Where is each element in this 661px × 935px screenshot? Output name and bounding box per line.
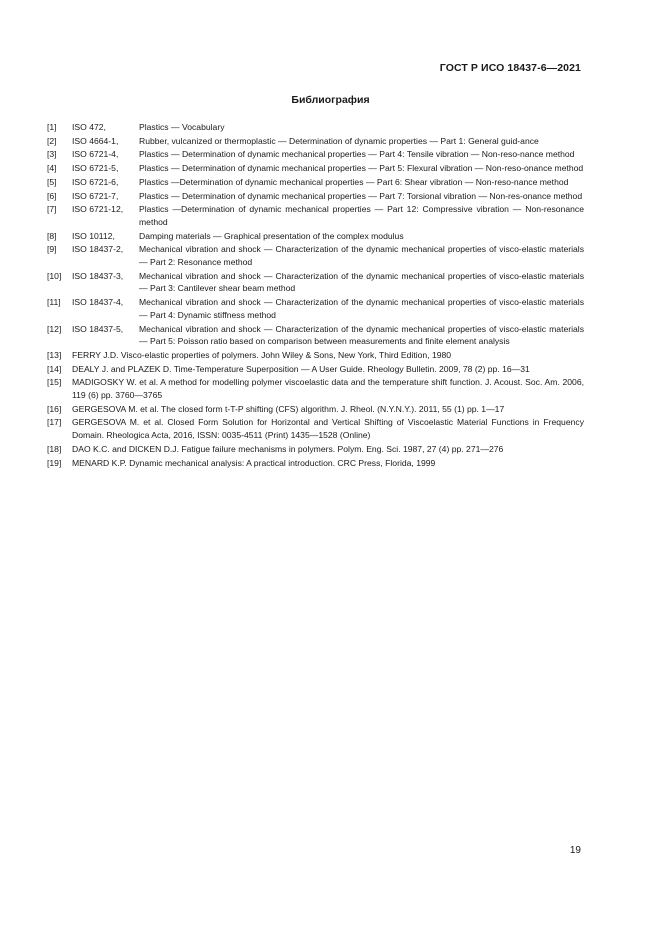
entry-text: DAO K.C. and DICKEN D.J. Fatigue failure mechanisms in polymers. Polym. Eng. Sci. 1987, 27 (4) pp. 271—276 bbox=[72, 443, 504, 454]
bibliography-entry bbox=[47, 323, 584, 348]
bibliography-list bbox=[47, 121, 584, 470]
bibliography-entry bbox=[47, 121, 584, 134]
entry-number: [5] bbox=[47, 176, 57, 187]
entry-standard-code: ISO 4664-1, bbox=[72, 135, 119, 146]
entry-number: [18] bbox=[47, 443, 62, 454]
entry-text: Damping materials — Graphical presentation of the complex modulus bbox=[139, 230, 404, 241]
entry-text: GERGESOVA M. et al. The closed form t-T-P shifting (CFS) algorithm. J. Rheol. (N.Y.N.Y.). 2011, 55 (1) pp. 1—17 bbox=[72, 403, 505, 414]
bibliography-entry bbox=[47, 270, 584, 295]
entry-standard-code: ISO 18437-5, bbox=[72, 323, 124, 334]
bibliography-entry bbox=[47, 416, 584, 441]
entry-text: MENARD K.P. Dynamic mechanical analysis: A practical introduction. CRC Press, Florida, 1999 bbox=[72, 457, 436, 468]
entry-number: [1] bbox=[47, 122, 57, 132]
entry-number: [7] bbox=[47, 204, 57, 215]
bibliography-entry bbox=[47, 190, 584, 203]
bibliography-entry bbox=[47, 203, 584, 228]
bibliography-entry bbox=[47, 148, 584, 161]
entry-text: Mechanical vibration and shock — Characterization of the dynamic mechanical properties of visco-elastic materials — Part 3: Cantilever shear beam method bbox=[139, 270, 584, 294]
entry-number: [6] bbox=[47, 190, 57, 201]
entry-number: [10] bbox=[47, 270, 62, 281]
entry-number: [2] bbox=[47, 135, 57, 146]
bibliography-entry bbox=[47, 243, 584, 268]
entry-text: GERGESOVA M. et al. Closed Form Solution for Horizontal and Vertical Shifting of Viscoelastic Material Functions in Frequency Domain. Rheologica Acta, 2016, ISSN: 0035-4511 (Print) 1435—1528 (Online) bbox=[72, 417, 584, 441]
entry-text: Plastics — Determination of dynamic mechanical properties — Part 5: Flexural vibration — Non-reso-onance method bbox=[139, 163, 584, 174]
page-number: 19 bbox=[569, 845, 581, 856]
entry-number: [8] bbox=[47, 230, 57, 241]
entry-text: Plastics —Determination of dynamic mechanical properties — Part 6: Shear vibration — Non-reso-nance method bbox=[139, 176, 569, 187]
section-title: Библиография bbox=[291, 94, 370, 106]
entry-text: Mechanical vibration and shock — Characterization of the dynamic mechanical properties of visco-elastic materials — Part 2: Resonance method bbox=[139, 244, 584, 268]
entry-number: [3] bbox=[47, 149, 57, 160]
document-header: ГОСТ Р ИСО 18437-6—2021 bbox=[439, 62, 581, 74]
bibliography-entry bbox=[47, 230, 584, 243]
entry-number: [16] bbox=[47, 403, 62, 414]
bibliography-entry bbox=[47, 443, 584, 456]
entry-text: Plastics — Vocabulary bbox=[139, 122, 225, 132]
entry-text: Plastics —Determination of dynamic mechanical properties — Part 12: Compressive vibration — Non-resonance method bbox=[139, 204, 584, 227]
entry-standard-code: ISO 18437-2, bbox=[72, 244, 124, 255]
entry-number: [4] bbox=[47, 163, 57, 174]
entry-text: Mechanical vibration and shock — Characterization of the dynamic mechanical properties of visco-elastic materials — Part 5: Poisson ratio based on comparison between measurements and finite element analysis bbox=[139, 323, 584, 347]
entry-number: [9] bbox=[47, 244, 57, 255]
entry-number: [17] bbox=[47, 417, 62, 428]
entry-text: DEALY J. and PLAZEK D. Time-Temperature Superposition — A User Guide. Rheology Bulletin. 2009, 78 (2) pp. 16—31 bbox=[72, 363, 530, 374]
bibliography-entry bbox=[47, 457, 584, 470]
entry-number: [13] bbox=[47, 349, 62, 360]
entry-standard-code: ISO 472, bbox=[72, 122, 106, 132]
entry-number: [19] bbox=[47, 457, 62, 468]
bibliography-entry bbox=[47, 403, 584, 416]
bibliography-entry bbox=[47, 296, 584, 321]
entry-text: Mechanical vibration and shock — Characterization of the dynamic mechanical properties of visco-elastic materials — Part 4: Dynamic stiffness method bbox=[139, 297, 584, 320]
entry-standard-code: ISO 6721-6, bbox=[72, 176, 119, 187]
bibliography-entry bbox=[47, 176, 584, 189]
entry-number: [15] bbox=[47, 377, 62, 388]
bibliography-entry bbox=[47, 349, 584, 362]
bibliography-entry bbox=[47, 363, 584, 376]
entry-text: Plastics — Determination of dynamic mechanical properties — Part 4: Tensile vibration — Non-reso-nance method bbox=[139, 149, 575, 160]
entry-text: Rubber, vulcanized or thermoplastic — Determination of dynamic properties — Part 1: General guid-ance bbox=[139, 135, 539, 146]
bibliography-entry bbox=[47, 135, 584, 148]
entry-number: [14] bbox=[47, 363, 62, 374]
entry-text: FERRY J.D. Visco-elastic properties of polymers. John Wiley & Sons, New York, Third Edition, 1980 bbox=[72, 349, 452, 360]
entry-text: Plastics — Determination of dynamic mechanical properties — Part 7: Torsional vibration — Non-res-onance method bbox=[139, 190, 583, 201]
entry-standard-code: ISO 10112, bbox=[72, 230, 115, 241]
entry-standard-code: ISO 6721-7, bbox=[72, 190, 119, 201]
entry-number: [12] bbox=[47, 323, 62, 334]
entry-standard-code: ISO 6721-12, bbox=[72, 204, 124, 215]
entry-number: [11] bbox=[47, 297, 61, 308]
bibliography-entry bbox=[47, 162, 584, 175]
entry-standard-code: ISO 18437-3, bbox=[72, 270, 124, 281]
entry-standard-code: ISO 18437-4, bbox=[72, 297, 124, 308]
entry-standard-code: ISO 6721-5, bbox=[72, 163, 119, 174]
entry-standard-code: ISO 6721-4, bbox=[72, 149, 119, 160]
entry-text: MADIGOSKY W. et al. A method for modelling polymer viscoelastic data and the temperature shift function. J. Acoust. Soc. Am. 2006, 119 (6) pp. 3760—3765 bbox=[72, 377, 584, 401]
bibliography-entry bbox=[47, 376, 584, 401]
